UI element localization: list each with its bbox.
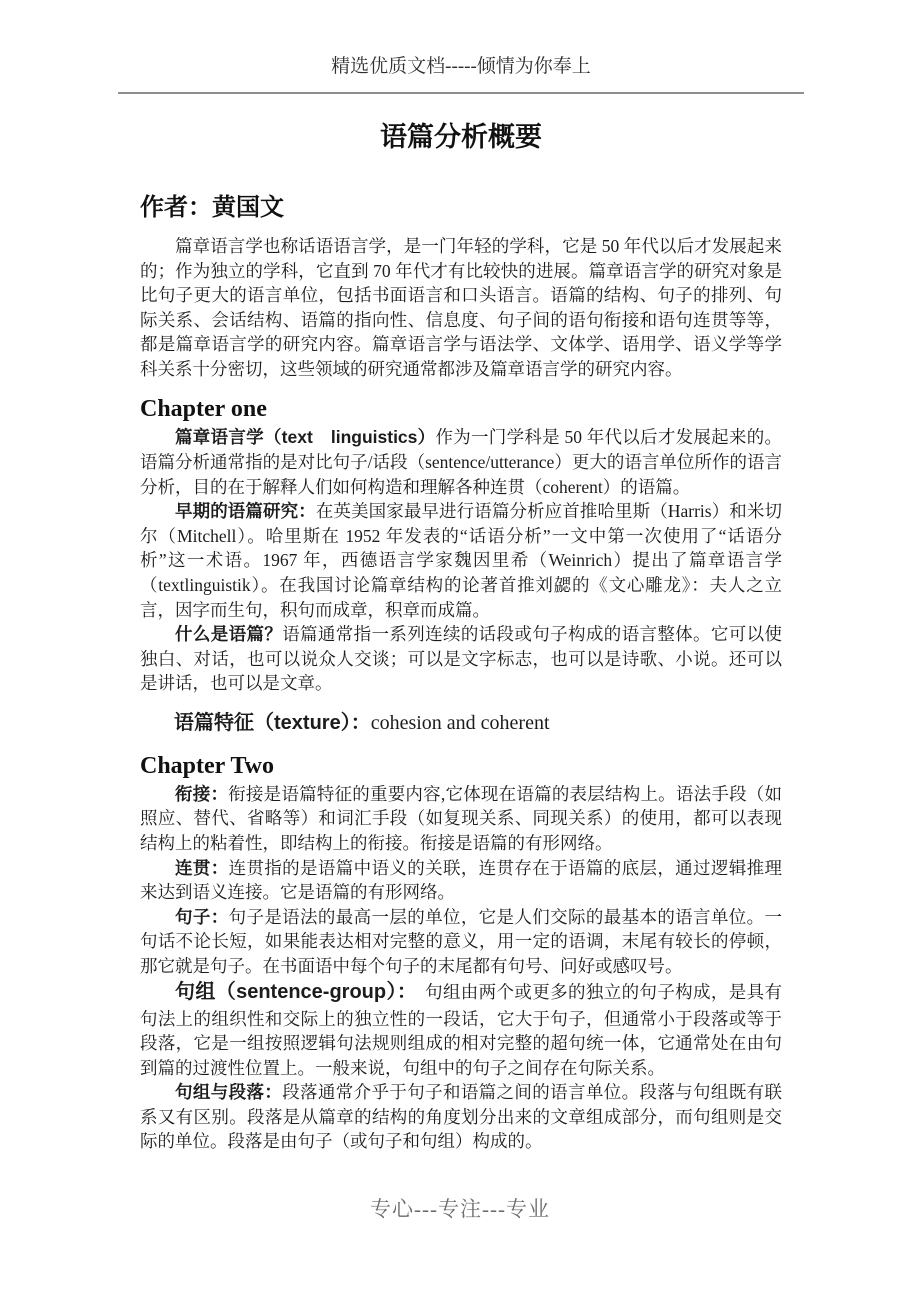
paragraph-sentence (140, 905, 782, 979)
paragraph-body: 连贯指的是语篇中语义的关联，连贯存在于语篇的底层，通过逻辑推理来达到语义连接。它是语篇的有形网络。 (140, 857, 783, 903)
paragraph-body: 在英美国家最早进行语篇分析应首推哈里斯（Harris）和米切尔（Mitchell）。哈里斯在 1952 年发表的“话语分析”一文中第一次使用了“话语分析”这一术语。1967 年，西德语言学家魏因里希（Weinrich）提出了篇章语言学（textlinguistik）。在我国讨论篇章结构的论著首推刘勰的《文心雕龙》：夫人之立言，因字而生句，积句而成章，积章而成篇。 (140, 501, 783, 620)
paragraph-text-linguistics (140, 425, 782, 499)
paragraph-body: 语篇通常指一系列连续的话段或句子构成的语言整体。它可以使独白、对话，也可以说众人交谈；可以是文字标志，也可以是诗歌、小说。还可以是讲话，也可以是文章。 (140, 624, 783, 694)
feature-body: cohesion and coherent (370, 711, 550, 734)
page-header (118, 54, 804, 94)
texture-feature-line (140, 708, 782, 738)
paragraph-body: 句子是语法的最高一层的单位，它是人们交际的最基本的语言单位。一句话不论长短，如果能表达相对完整的意义，用一定的语调，末尾有较长的停顿，那它就是句子。在书面语中每个句子的末尾都有句号、问好或感叹号。 (140, 906, 783, 976)
paragraph-lead: 句子： (175, 906, 229, 927)
paragraph-lead: 什么是语篇？ (175, 624, 283, 645)
paragraph-group-vs-paragraph (140, 1080, 782, 1154)
paragraph-lead: 句组与段落： (175, 1082, 283, 1103)
paragraph-what-is-discourse (140, 622, 782, 696)
paragraph-sentence-group (140, 978, 782, 1080)
paragraph-early-research (140, 499, 782, 622)
paragraph-lead: 衔接： (175, 783, 229, 804)
header-text: 精选优质文档-----倾情为你奉上 (331, 56, 591, 77)
paragraph-body: 段落通常介乎于句子和语篇之间的语言单位。段落与句组既有联系又有区别。段落是从篇章的结构的角度划分出来的文章组成部分，而句组则是交际的单位。段落是由句子（或句子和句组）构成的。 (140, 1082, 783, 1152)
paragraph-cohesion (140, 782, 782, 856)
footer-text: 专心---专注---专业 (370, 1197, 550, 1221)
document-title: 语篇分析概要 (380, 122, 542, 152)
paragraph-lead: 连贯： (175, 857, 229, 878)
paragraph-lead: 早期的语篇研究： (175, 501, 316, 522)
paragraph-lead: 篇章语言学（text linguistics） (175, 427, 436, 448)
page-footer (0, 1194, 920, 1224)
feature-lead: 语篇特征（texture）： (174, 711, 371, 734)
paragraph-lead: 句组（sentence-group）： (175, 981, 408, 1004)
paragraph-body: 句组由两个或更多的独立的句子构成，是具有句法上的组织性和交际上的独立性的一段话，它大于句子，但通常小于段落或等于段落，它是一组按照逻辑句法规则组成的相对完整的超句统一体，它通常处在由句到篇的过渡性位置上。一般来说，句组中的句子之间存在句际关系。 (140, 982, 783, 1078)
paragraph-body: 作为一门学科是 50 年代以后才发展起来的。语篇分析通常指的是对比句子/话段（sentence/utterance）更大的语言单位所作的语言分析，目的在于解释人们如何构造和理解各种连贯（coherent）的语篇。 (140, 427, 782, 497)
chapter-two-heading: Chapter Two (140, 752, 275, 779)
chapter-one-heading: Chapter one (140, 396, 267, 423)
paragraph-coherence (140, 856, 782, 905)
author-line: 作者：黄国文 (140, 194, 284, 221)
paragraph-body: 衔接是语篇特征的重要内容,它体现在语篇的表层结构上。语法手段（如照应、替代、省略等）和词汇手段（如复现关系、同现关系）的使用，都可以表现结构上的粘着性，即结构上的衔接。衔接是语篇的有形网络。 (140, 783, 783, 853)
intro-paragraph: 篇章语言学也称话语语言学，是一门年轻的学科，它是 50 年代以后才发展起来的；作为独立的学科，它直到 70 年代才有比较快的进展。篇章语言学的研究对象是比句子更大的语言单位，包括书面语言和口头语言。语篇的结构、句子的排列、句际关系、会话结构、语篇的指向性、信息度、句子间的语句衔接和语句连贯等等，都是篇章语言学的研究内容。篇章语言学与语法学、文体学、语用学、语义学等学科关系十分密切，这些领域的研究通常都涉及篇章语言学的研究内容。 (140, 236, 782, 379)
